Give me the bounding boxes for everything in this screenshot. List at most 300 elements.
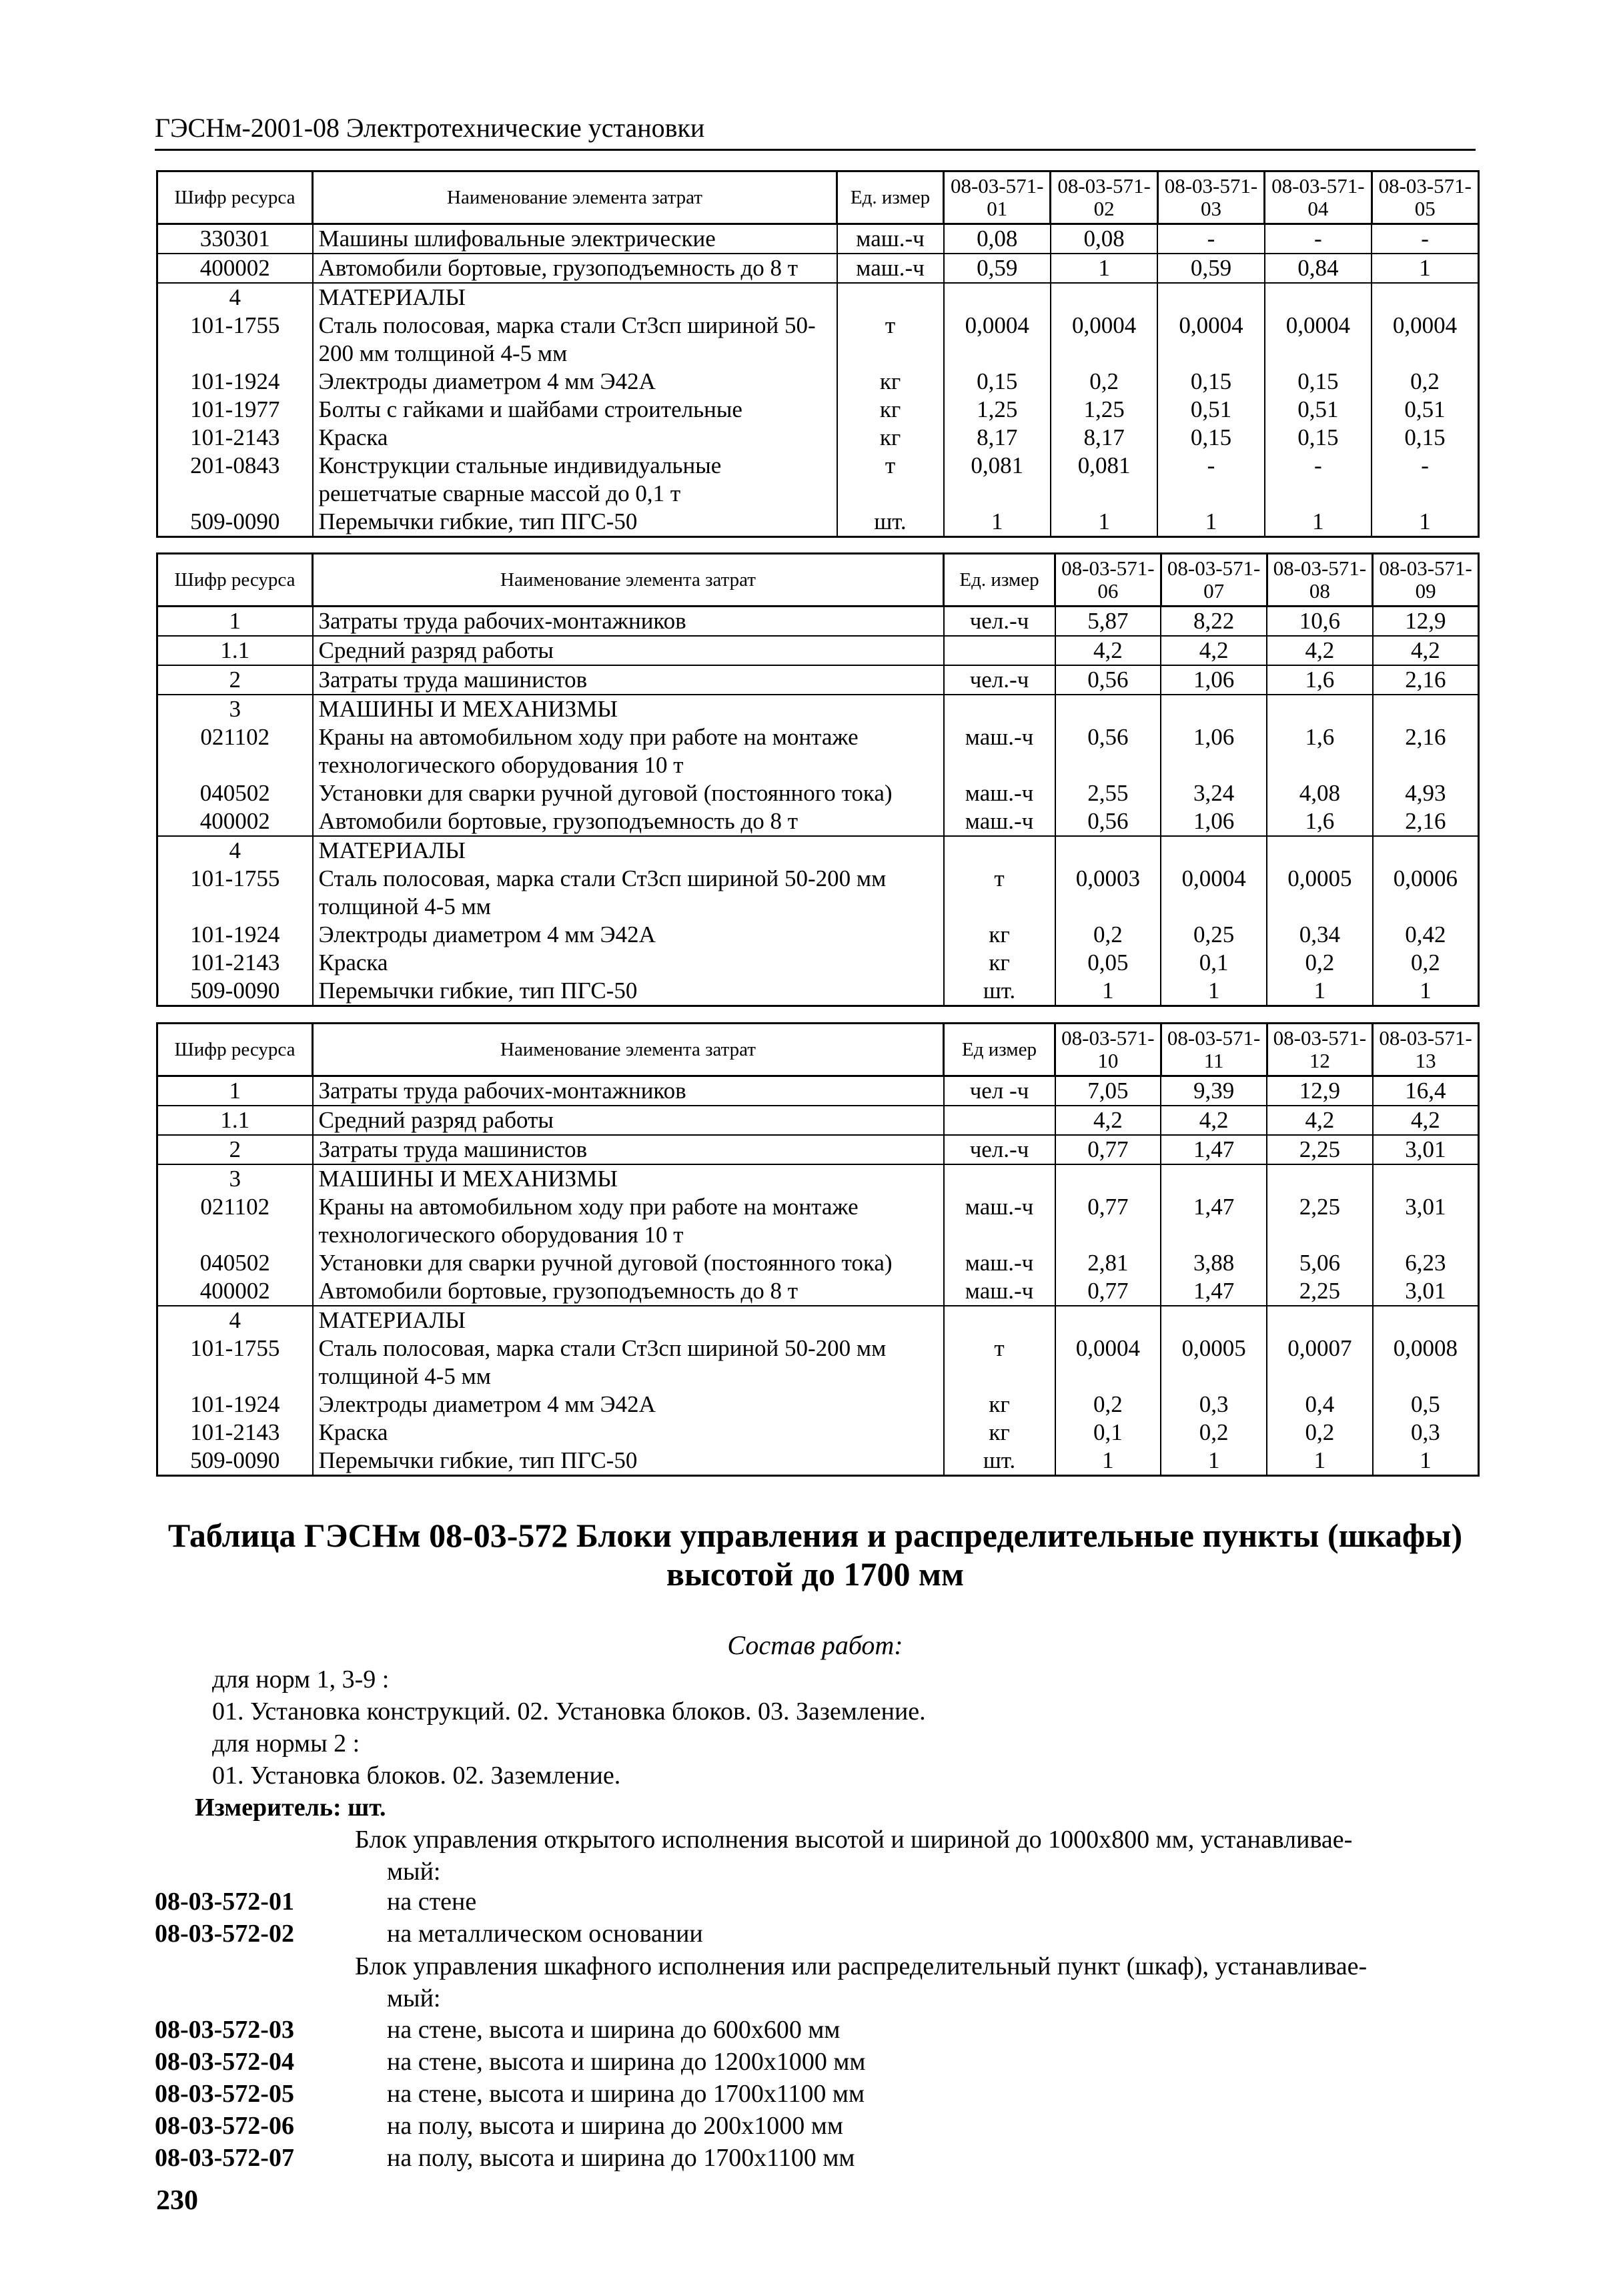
cell: 0,5 [1373, 1391, 1479, 1419]
cell: Конструкции стальные индивидуальные решетчатые сварные массой до 0,1 т [313, 452, 837, 508]
cell: Автомобили бортовые, грузоподъемность до 8 т [313, 254, 837, 283]
cell: кг [837, 396, 944, 424]
cell: 4,2 [1267, 636, 1373, 665]
cell: 0,2 [1051, 368, 1157, 396]
table-row [157, 312, 1479, 368]
group-description: мый: [387, 1984, 441, 2012]
cell: 1 [1157, 508, 1264, 537]
cell: - [1157, 452, 1264, 508]
cell: 2,25 [1267, 1277, 1373, 1306]
table-row [157, 1076, 1479, 1106]
cell: Электроды диаметром 4 мм Э42А [313, 921, 944, 949]
col-header: 08-03-571-13 [1373, 1024, 1479, 1076]
norm-table-571-10-13 [156, 1022, 1480, 1477]
cell: кг [944, 921, 1055, 949]
col-header: 08-03-571-11 [1161, 1024, 1267, 1076]
table-header-row [157, 1024, 1479, 1076]
cell: 1 [1161, 1447, 1267, 1476]
meter-value: шт. [348, 1794, 386, 1822]
table-row [157, 1135, 1479, 1164]
norm-description: на металлическом основании [387, 1920, 703, 1948]
cell: 0,56 [1055, 807, 1161, 836]
col-header: 08-03-571-06 [1055, 554, 1161, 607]
cell: Краны на автомобильном ходу при работе на монтаже технологического оборудования 10 т [313, 723, 944, 779]
cell: 4 [157, 836, 313, 865]
col-header: Наименование элемента затрат [313, 1024, 944, 1076]
cell: 1,25 [1051, 396, 1157, 424]
cell: 0,0006 [1373, 865, 1479, 921]
col-header: 08-03-571-01 [944, 171, 1051, 224]
cell: чел -ч [944, 1076, 1055, 1106]
cell: 400002 [157, 1277, 313, 1306]
table-row [157, 1193, 1479, 1249]
table-row [157, 224, 1479, 254]
cell: 509-0090 [157, 508, 313, 537]
cell: 0,2 [1372, 368, 1478, 396]
cell: 0,51 [1372, 396, 1478, 424]
cell: Краска [313, 949, 944, 977]
col-header: Шифр ресурса [157, 1024, 313, 1076]
norm-table-571-01-05 [156, 170, 1480, 538]
table-row [157, 607, 1479, 637]
cell: 5,06 [1267, 1249, 1373, 1277]
table-row [157, 452, 1479, 508]
norm-code: 08-03-572-03 [155, 2016, 294, 2044]
table-row [157, 779, 1479, 807]
cell: 0,34 [1267, 921, 1373, 949]
cell: 0,0008 [1373, 1334, 1479, 1391]
cell: 0,081 [1051, 452, 1157, 508]
col-header: 08-03-571-08 [1267, 554, 1373, 607]
col-header: Ед измер [944, 1024, 1055, 1076]
norm-description: на полу, высота и ширина до 200х1000 мм [387, 2112, 843, 2140]
cell: 3,88 [1161, 1249, 1267, 1277]
cell: 1,25 [944, 396, 1051, 424]
cell: Краска [313, 424, 837, 452]
cell: 1 [1051, 508, 1157, 537]
table-row [157, 368, 1479, 396]
cell: 1 [1265, 508, 1372, 537]
cell: Сталь полосовая, марка стали Ст3сп шириной 50-200 мм толщиной 4-5 мм [313, 312, 837, 368]
col-header: Ед. измер [837, 171, 944, 224]
cell: 1 [1161, 977, 1267, 1006]
cell: 1,06 [1161, 665, 1267, 695]
cell: 1 [1372, 254, 1478, 283]
cell: Электроды диаметром 4 мм Э42А [313, 1391, 944, 1419]
meter-line [195, 1792, 386, 1823]
cell: 101-2143 [157, 1419, 313, 1447]
table-row-section [157, 1164, 1479, 1193]
table-row-section [157, 283, 1479, 312]
col-header: Наименование элемента затрат [313, 554, 944, 607]
cell: шт. [944, 1447, 1055, 1476]
cell: 101-1977 [157, 396, 313, 424]
cell: - [1157, 224, 1264, 254]
cell: 101-2143 [157, 424, 313, 452]
col-header: 08-03-571-02 [1051, 171, 1157, 224]
cell: 4,2 [1267, 1106, 1373, 1135]
cell: 0,0004 [1055, 1334, 1161, 1391]
page-number: 230 [156, 2185, 198, 2216]
col-header: Шифр ресурса [157, 171, 313, 224]
cell: 0,0004 [1265, 312, 1372, 368]
table-row [157, 424, 1479, 452]
cell: 0,0004 [944, 312, 1051, 368]
cell: чел.-ч [944, 665, 1055, 695]
cell: Автомобили бортовые, грузоподъемность до 8 т [313, 1277, 944, 1306]
section-title-line: Таблица ГЭСНм 08-03-572 Блоки управления и распределительные пункты (шкафы) [167, 1517, 1463, 1554]
cell: 3,01 [1373, 1135, 1479, 1164]
cell: 400002 [157, 254, 313, 283]
meter-label: Измеритель: [195, 1794, 342, 1822]
cell: т [944, 1334, 1055, 1391]
page-header: ГЭСНм-2001-08 Электротехнические установки [155, 112, 1476, 151]
cell: Перемычки гибкие, тип ПГС-50 [313, 1447, 944, 1476]
cell: кг [944, 1419, 1055, 1447]
section-title [155, 1516, 1476, 1593]
cell: 1 [1051, 254, 1157, 283]
cell: маш.-ч [944, 1249, 1055, 1277]
cell: 0,25 [1161, 921, 1267, 949]
cell: 1,47 [1161, 1193, 1267, 1249]
cell: 201-0843 [157, 452, 313, 508]
cell: - [1372, 224, 1478, 254]
cell: 0,15 [1265, 368, 1372, 396]
cell: т [837, 312, 944, 368]
norm-description: на полу, высота и ширина до 1700х1100 мм [387, 2144, 855, 2172]
cell: 9,39 [1161, 1076, 1267, 1106]
cell: 0,2 [1055, 921, 1161, 949]
cell: Средний разряд работы [313, 636, 944, 665]
table-row [157, 1106, 1479, 1135]
cell: 4,2 [1373, 1106, 1479, 1135]
cell: 0,77 [1055, 1135, 1161, 1164]
table-row [157, 977, 1479, 1006]
cell: 0,56 [1055, 665, 1161, 695]
cell: 12,9 [1373, 607, 1479, 637]
col-header: Ед. измер [944, 554, 1055, 607]
cell: кг [837, 424, 944, 452]
table-row [157, 1447, 1479, 1476]
cell: Автомобили бортовые, грузоподъемность до 8 т [313, 807, 944, 836]
table-row [157, 254, 1479, 283]
table-row-section [157, 695, 1479, 723]
cell: 2,25 [1267, 1135, 1373, 1164]
cell: 0,15 [1265, 424, 1372, 452]
cell: 0,2 [1055, 1391, 1161, 1419]
cell: 2,16 [1373, 665, 1479, 695]
cell: 3 [157, 695, 313, 723]
cell: чел.-ч [944, 607, 1055, 637]
cell: 4,2 [1055, 636, 1161, 665]
cell: 101-1924 [157, 921, 313, 949]
cell: Сталь полосовая, марка стали Ст3сп шириной 50-200 мм толщиной 4-5 мм [313, 865, 944, 921]
table-row [157, 1249, 1479, 1277]
cell: 2 [157, 665, 313, 695]
cell: 3,24 [1161, 779, 1267, 807]
cell: 040502 [157, 779, 313, 807]
norm-description: на стене, высота и ширина до 1200х1000 мм [387, 2048, 866, 2076]
cell: 1 [157, 607, 313, 637]
cell: 4,93 [1373, 779, 1479, 807]
cell: 509-0090 [157, 977, 313, 1006]
cell: 0,59 [1157, 254, 1264, 283]
cell: 0,51 [1265, 396, 1372, 424]
cell: Затраты труда машинистов [313, 1135, 944, 1164]
cell: 101-2143 [157, 949, 313, 977]
cell: 4,08 [1267, 779, 1373, 807]
cell: Затраты труда рабочих-монтажников [313, 607, 944, 637]
cell: 1,06 [1161, 723, 1267, 779]
cell: 5,87 [1055, 607, 1161, 637]
section-heading: МАТЕРИАЛЫ [313, 1306, 944, 1334]
cell: 0,15 [1157, 368, 1264, 396]
cell: 1,47 [1161, 1277, 1267, 1306]
cell: 0,08 [944, 224, 1051, 254]
cell: маш.-ч [837, 254, 944, 283]
cell: Установки для сварки ручной дуговой (постоянного тока) [313, 779, 944, 807]
col-header: 08-03-571-05 [1372, 171, 1478, 224]
cell: 3,01 [1373, 1277, 1479, 1306]
cell: 0,42 [1373, 921, 1479, 949]
cell: маш.-ч [944, 1193, 1055, 1249]
cell: 021102 [157, 1193, 313, 1249]
table-row [157, 1277, 1479, 1306]
cell: 4,2 [1055, 1106, 1161, 1135]
cell: шт. [944, 977, 1055, 1006]
cell: 0,05 [1055, 949, 1161, 977]
cell: Перемычки гибкие, тип ПГС-50 [313, 508, 837, 537]
cell: 1 [1055, 977, 1161, 1006]
cell: 2 [157, 1135, 313, 1164]
cell: 0,0004 [1051, 312, 1157, 368]
cell: 0,0007 [1267, 1334, 1373, 1391]
col-header: 08-03-571-04 [1265, 171, 1372, 224]
cell: Средний разряд работы [313, 1106, 944, 1135]
table-row [157, 665, 1479, 695]
section-title-line: высотой до 1700 мм [666, 1555, 965, 1593]
cell: 1 [1373, 1447, 1479, 1476]
cell: 0,59 [944, 254, 1051, 283]
cell: Краска [313, 1419, 944, 1447]
norm-description: на стене, высота и ширина до 1700х1100 мм [387, 2080, 865, 2108]
cell: 1,6 [1267, 665, 1373, 695]
cell: 2,55 [1055, 779, 1161, 807]
table-row [157, 807, 1479, 836]
cell: - [1265, 224, 1372, 254]
cell: маш.-ч [944, 779, 1055, 807]
cell: 2,16 [1373, 807, 1479, 836]
section-heading: МАШИНЫ И МЕХАНИЗМЫ [313, 1164, 944, 1193]
cell: маш.-ч [944, 1277, 1055, 1306]
cell: чел.-ч [944, 1135, 1055, 1164]
cell: - [1265, 452, 1372, 508]
cell: 0,3 [1373, 1419, 1479, 1447]
cell: т [944, 865, 1055, 921]
cell: 12,9 [1267, 1076, 1373, 1106]
cell: Краны на автомобильном ходу при работе на монтаже технологического оборудования 10 т [313, 1193, 944, 1249]
cell: 0,56 [1055, 723, 1161, 779]
table-row [157, 396, 1479, 424]
norms-label: для нормы 2 : [212, 1730, 360, 1758]
norm-description: на стене, высота и ширина до 600х600 мм [387, 2016, 841, 2044]
cell: шт. [837, 508, 944, 537]
cell: 1 [1373, 977, 1479, 1006]
table-row [157, 865, 1479, 921]
cell: 0,0005 [1267, 865, 1373, 921]
cell: 0,77 [1055, 1277, 1161, 1306]
norms-label: для норм 1, 3-9 : [212, 1665, 390, 1693]
cell: 0,1 [1161, 949, 1267, 977]
norm-description: на стене [387, 1888, 477, 1916]
group-description: Блок управления шкафного исполнения или распределительный пункт (шкаф), устанавливае- [355, 1952, 1368, 1980]
cell: 2,16 [1373, 723, 1479, 779]
cell: Перемычки гибкие, тип ПГС-50 [313, 977, 944, 1006]
cell: 1,47 [1161, 1135, 1267, 1164]
cell: 1 [1267, 1447, 1373, 1476]
cell: Болты с гайками и шайбами строительные [313, 396, 837, 424]
cell: Затраты труда машинистов [313, 665, 944, 695]
cell: 1 [1055, 1447, 1161, 1476]
table-row [157, 636, 1479, 665]
col-header: 08-03-571-10 [1055, 1024, 1161, 1076]
table-header-row [157, 171, 1479, 224]
cell: 1,6 [1267, 807, 1373, 836]
table-row-section [157, 1306, 1479, 1334]
cell: 0,15 [1157, 424, 1264, 452]
cell: 0,0004 [1372, 312, 1478, 368]
table-row [157, 1391, 1479, 1419]
cell: 0,84 [1265, 254, 1372, 283]
cell: маш.-ч [944, 723, 1055, 779]
cell: 400002 [157, 807, 313, 836]
cell: Сталь полосовая, марка стали Ст3сп шириной 50-200 мм толщиной 4-5 мм [313, 1334, 944, 1391]
col-header: 08-03-571-12 [1267, 1024, 1373, 1076]
cell: кг [837, 368, 944, 396]
cell: 101-1755 [157, 865, 313, 921]
cell: - [1372, 452, 1478, 508]
cell: 1.1 [157, 636, 313, 665]
cell: Установки для сварки ручной дуговой (постоянного тока) [313, 1249, 944, 1277]
cell: 4 [157, 283, 313, 312]
cell: 0,77 [1055, 1193, 1161, 1249]
cell: 0,3 [1161, 1391, 1267, 1419]
norm-code: 08-03-572-07 [155, 2144, 294, 2172]
cell: 8,17 [944, 424, 1051, 452]
cell: 0,0004 [1157, 312, 1264, 368]
cell: 7,05 [1055, 1076, 1161, 1106]
cell: 0,4 [1267, 1391, 1373, 1419]
cell: 101-1755 [157, 1334, 313, 1391]
cell: 0,2 [1267, 1419, 1373, 1447]
cell: 1,06 [1161, 807, 1267, 836]
cell: 0,081 [944, 452, 1051, 508]
cell: 16,4 [1373, 1076, 1479, 1106]
cell: 101-1924 [157, 1391, 313, 1419]
cell: 0,2 [1267, 949, 1373, 977]
operations-text: 01. Установка блоков. 02. Заземление. [212, 1762, 621, 1790]
col-header: 08-03-571-03 [1157, 171, 1264, 224]
cell: 0,15 [1372, 424, 1478, 452]
norm-code: 08-03-572-05 [155, 2080, 294, 2108]
cell: 509-0090 [157, 1447, 313, 1476]
cell: 1 [1267, 977, 1373, 1006]
cell: 0,08 [1051, 224, 1157, 254]
table-row-section [157, 836, 1479, 865]
cell: 4,2 [1161, 1106, 1267, 1135]
cell: 4 [157, 1306, 313, 1334]
col-header: 08-03-571-09 [1373, 554, 1479, 607]
cell: 021102 [157, 723, 313, 779]
table-row [157, 1419, 1479, 1447]
cell [944, 636, 1055, 665]
operations-text: 01. Установка конструкций. 02. Установка блоков. 03. Заземление. [212, 1697, 926, 1726]
cell: кг [944, 949, 1055, 977]
norm-code: 08-03-572-04 [155, 2048, 294, 2076]
cell: 1 [1372, 508, 1478, 537]
section-heading: МАТЕРИАЛЫ [313, 283, 837, 312]
group-description: мый: [387, 1858, 441, 1886]
cell: 0,51 [1157, 396, 1264, 424]
cell: 101-1755 [157, 312, 313, 368]
cell: 0,0003 [1055, 865, 1161, 921]
section-heading: МАТЕРИАЛЫ [313, 836, 944, 865]
table-header-row [157, 554, 1479, 607]
cell: 0,2 [1373, 949, 1479, 977]
cell: 1.1 [157, 1106, 313, 1135]
cell: 6,23 [1373, 1249, 1479, 1277]
cell: 3 [157, 1164, 313, 1193]
cell: 0,0004 [1161, 865, 1267, 921]
cell: Машины шлифовальные электрические [313, 224, 837, 254]
cell: 0,1 [1055, 1419, 1161, 1447]
cell: 1 [944, 508, 1051, 537]
section-heading: МАШИНЫ И МЕХАНИЗМЫ [313, 695, 944, 723]
cell: маш.-ч [837, 224, 944, 254]
cell: 2,81 [1055, 1249, 1161, 1277]
cell: 2,25 [1267, 1193, 1373, 1249]
cell: 1 [157, 1076, 313, 1106]
norm-table-571-06-09 [156, 552, 1480, 1007]
norm-code: 08-03-572-06 [155, 2112, 294, 2140]
cell: маш.-ч [944, 807, 1055, 836]
cell [944, 1106, 1055, 1135]
norm-code: 08-03-572-02 [155, 1920, 294, 1948]
col-header: Наименование элемента затрат [313, 171, 837, 224]
cell: 3,01 [1373, 1193, 1479, 1249]
cell: 8,17 [1051, 424, 1157, 452]
col-header: 08-03-571-07 [1161, 554, 1267, 607]
cell: т [837, 452, 944, 508]
cell: 1,6 [1267, 723, 1373, 779]
table-row [157, 508, 1479, 537]
composition-label: Состав работ: [727, 1630, 903, 1660]
group-description: Блок управления открытого исполнения высотой и шириной до 1000х800 мм, устанавливае- [355, 1826, 1353, 1854]
cell: кг [944, 1391, 1055, 1419]
table-row [157, 723, 1479, 779]
cell: 10,6 [1267, 607, 1373, 637]
cell: 0,0005 [1161, 1334, 1267, 1391]
cell: 101-1924 [157, 368, 313, 396]
cell: 0,15 [944, 368, 1051, 396]
cell: 040502 [157, 1249, 313, 1277]
cell: 8,22 [1161, 607, 1267, 637]
cell: 0,2 [1161, 1419, 1267, 1447]
table-row [157, 949, 1479, 977]
col-header: Шифр ресурса [157, 554, 313, 607]
cell: Электроды диаметром 4 мм Э42А [313, 368, 837, 396]
cell: 4,2 [1161, 636, 1267, 665]
